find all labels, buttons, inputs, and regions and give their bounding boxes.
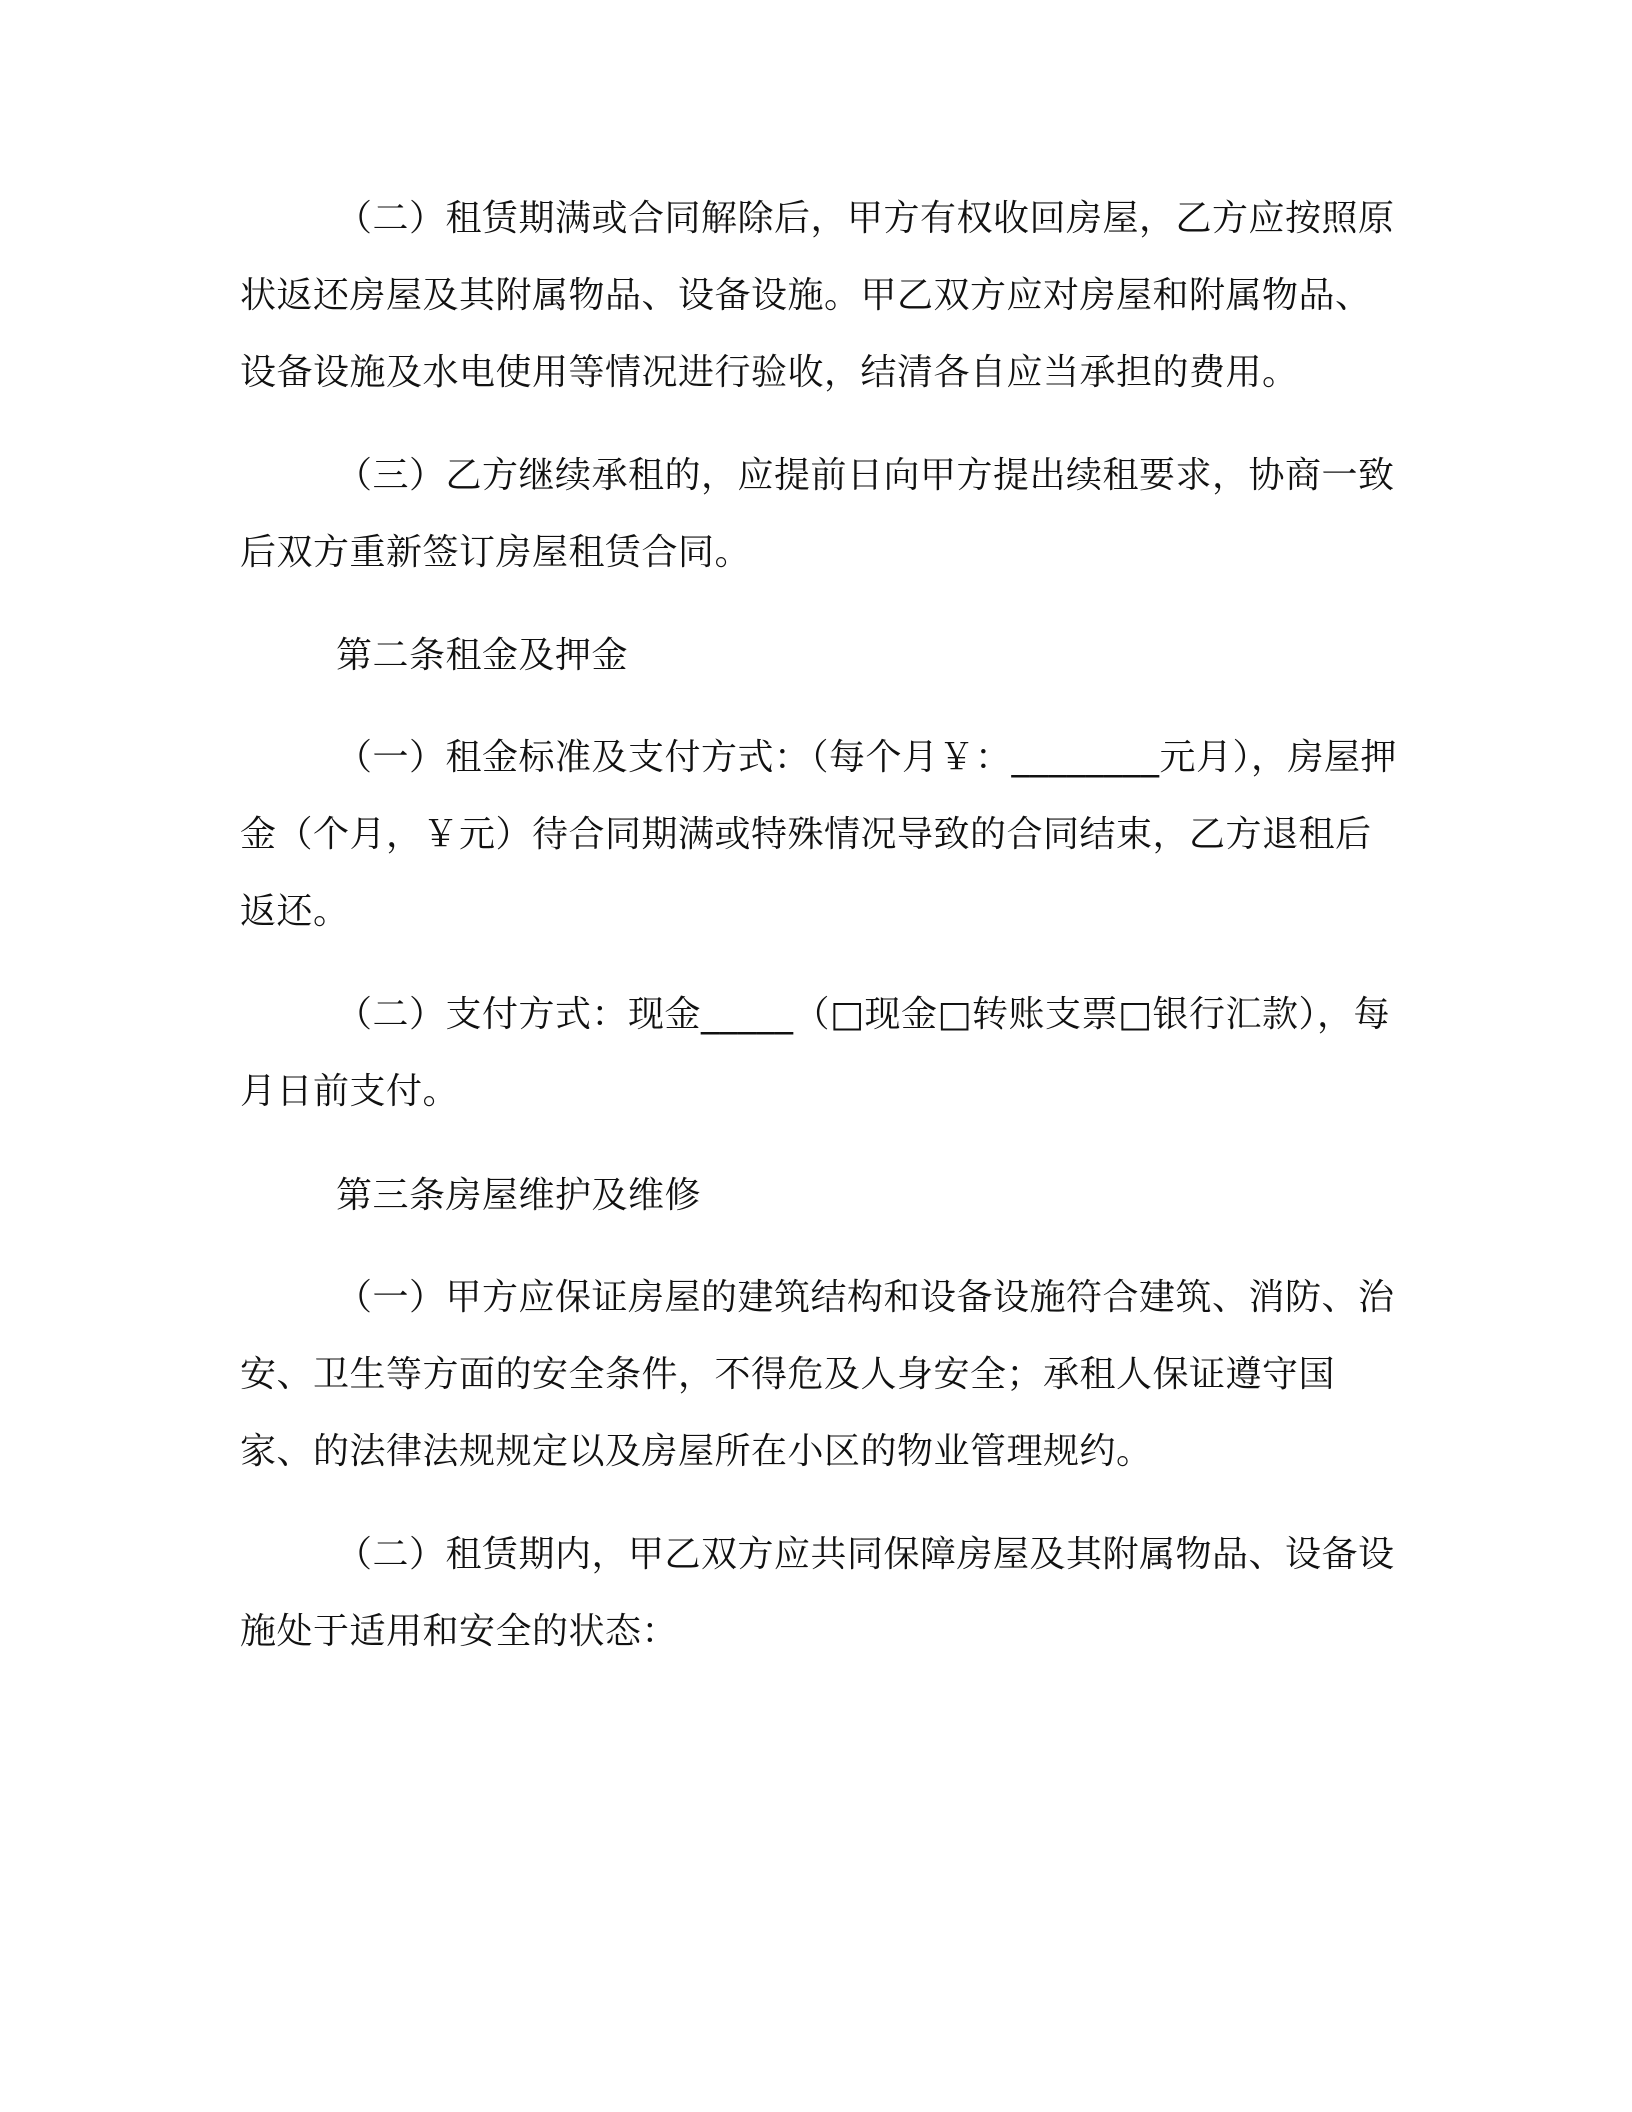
- paragraph-safety-conditions: （一）甲方应保证房屋的建筑结构和设备设施符合建筑、消防、治安、卫生等方面的安全条件，不得危及人身安全；承租人保证遵守国家、的法律法规规定以及房屋所在小区的物业管理规约。: [240, 1277, 1395, 1472]
- paragraph-joint-maintenance: （二）租赁期内，甲乙双方应共同保障房屋及其附属物品、设备设施处于适用和安全的状态：: [240, 1534, 1395, 1652]
- paragraph-return-of-premises: （二）租赁期满或合同解除后，甲方有权收回房屋，乙方应按照原状返还房屋及其附属物品、设备设施。甲乙双方应对房屋和附属物品、设备设施及水电使用等情况进行验收，结清各自应当承担的费用。: [240, 198, 1395, 393]
- section-heading-rent-deposit: 第二条租金及押金: [336, 635, 629, 676]
- section-heading-maintenance: 第三条房屋维护及维修: [336, 1175, 702, 1216]
- paragraph-payment-method: （二）支付方式：现金_____（□现金□转账支票□银行汇款），每月日前支付。: [240, 994, 1391, 1112]
- paragraph-rent-standard: （一）租金标准及支付方式：（每个月￥：________元月），房屋押金（个月，￥元）待合同期满或特殊情况导致的合同结束，乙方退租后返还。: [240, 737, 1398, 932]
- paragraph-lease-renewal: （三）乙方继续承租的，应提前日向甲方提出续租要求，协商一致后双方重新签订房屋租赁合同。: [240, 455, 1395, 573]
